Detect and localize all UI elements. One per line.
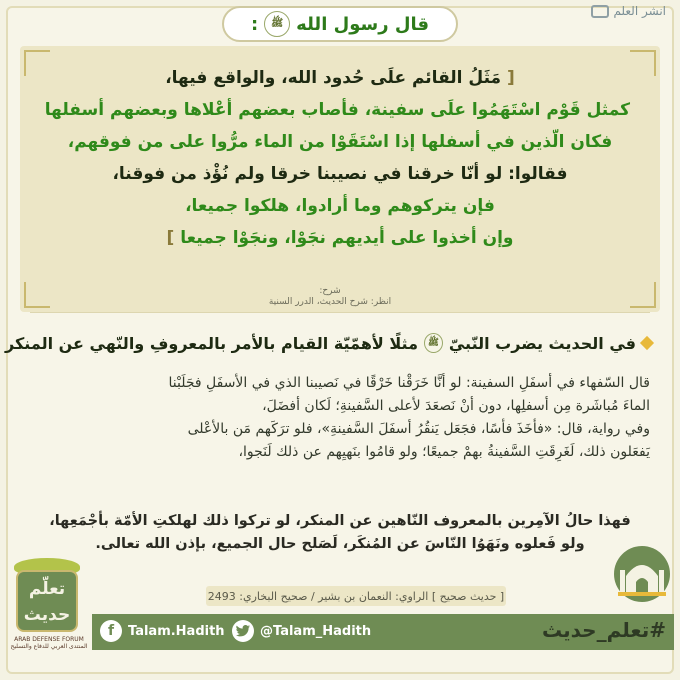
summary-before: في الحديث يضرب النّبيّ — [448, 333, 636, 353]
hadith-line: [ مَثَلُ القائم علَى حُدود الله، والواقع فيها، — [165, 68, 515, 88]
summary-after: مثلًا لأهمّيّة القيام بالأمر بالمعروفِ والنّهي عن المنكر — [5, 333, 418, 353]
hadith-panel — [20, 46, 660, 312]
org-line2: المنتدى العربي للدفاع والتسليح — [10, 643, 88, 650]
ornament-corner — [630, 50, 656, 76]
source-title: شرح: — [319, 286, 341, 296]
hadith-text — [44, 62, 630, 254]
narrator-info: [ حديث صحيح ] الراوي: النعمان بن بشير / صحيح البخاري: 2493 — [206, 586, 506, 606]
explanation-line: الماءَ مُباشَرة مِن أسفلِها، دون أنْ نَصعَدَ لأعلى السَّفينةِ؛ لَكان أفضَلَ، — [262, 398, 650, 414]
share-label: انشر العلم — [613, 4, 666, 18]
title-text: قال رسول الله — [296, 13, 430, 35]
ornament-corner — [24, 282, 50, 308]
facebook-link[interactable] — [100, 620, 225, 642]
diamond-bullet-icon — [640, 336, 654, 350]
retweet-icon — [591, 5, 609, 18]
brand-logo — [8, 556, 90, 654]
share-link[interactable] — [591, 4, 666, 18]
ornament-corner — [24, 50, 50, 76]
hadith-line: فكان الّذين في أسفلها إذا اسْتَقَوْا من الماء مرُّوا على من فوقهم، — [67, 132, 613, 152]
hadith-line: فإن يتركوهم وما أرادوا، هلكوا جميعا، — [185, 196, 495, 216]
conclusion-line: فهذا حالُ الآمِرين بالمعروف النّاهين عن المنكر، لو تركوا ذلك لهلكتِ الأمّة بأجْمَعِها، — [49, 513, 631, 529]
facebook-icon: f — [100, 620, 122, 642]
hashtag[interactable]: #تعلم_حديث — [541, 618, 666, 642]
facebook-handle: Talam.Hadith — [128, 623, 225, 639]
logo-badge — [16, 570, 78, 632]
close-bracket: ] — [166, 228, 175, 248]
logo-line1: تعلّم — [28, 579, 66, 599]
explanation-line: قال السّفهاء في أسفَلِ السفينة: لو أنَّا خَرَقْنا خَرْقًا في نَصيبنا الذي في الأسفَلِ فجَلَبْنا — [168, 375, 650, 391]
conclusion-text — [30, 510, 650, 556]
explanation-line: يَفعَلون ذلك، لَغَرِقَتِ السَّفينةُ بهمْ جميعًا؛ ولو قامُوا بنَهيِهم عن ذلك لَنَجوا، — [238, 444, 650, 460]
source-reference — [200, 286, 460, 308]
conclusion-line: ولو فَعلوه ونَهَوُا النّاسَ عن المُنكَر، لَصَلح حال الجميع، بإذن الله تعالى. — [95, 536, 585, 552]
twitter-icon — [232, 620, 254, 642]
hadith-line: وإن أخذوا على أيديهم نجَوْا، ونجَوْا جميعا ] — [166, 228, 514, 248]
org-name — [8, 636, 90, 650]
honorific-seal: ﷺ — [424, 333, 443, 353]
twitter-handle: @Talam_Hadith — [260, 623, 372, 639]
mosque-icon — [612, 540, 672, 610]
summary-line — [5, 333, 652, 353]
explanation-text — [30, 372, 650, 464]
source-ref: انظر: شرح الحديث، الدرر السنية — [268, 297, 392, 307]
org-line1: ARAB DEFENSE FORUM — [14, 636, 84, 643]
twitter-link[interactable] — [232, 620, 371, 642]
ornament-corner — [630, 282, 656, 308]
hadith-line: فقالوا: لو أنّا خرقنا في نصيبنا خرقا ولم نُؤْذ من فوقنا، — [112, 164, 568, 184]
title-colon: : — [250, 13, 259, 35]
honorific-seal: ﷺ — [264, 11, 290, 37]
explanation-line: وفي رواية، قال: «فأخَذَ فأسًا، فجَعَل يَنقُرُ أسفَلَ السَّفينةِ»، فلو ترَكَهم مَن بالأعْلى — [187, 421, 650, 437]
hadith-line: كمثل قَوْم اسْتَهَمُوا علَى سفينة، فأصاب بعضهم أعْلاها وبعضهم أسفلها — [44, 100, 630, 120]
open-bracket: [ — [507, 68, 515, 88]
divider — [30, 312, 650, 313]
logo-line2: حديث — [23, 605, 71, 625]
page-title — [222, 6, 458, 42]
